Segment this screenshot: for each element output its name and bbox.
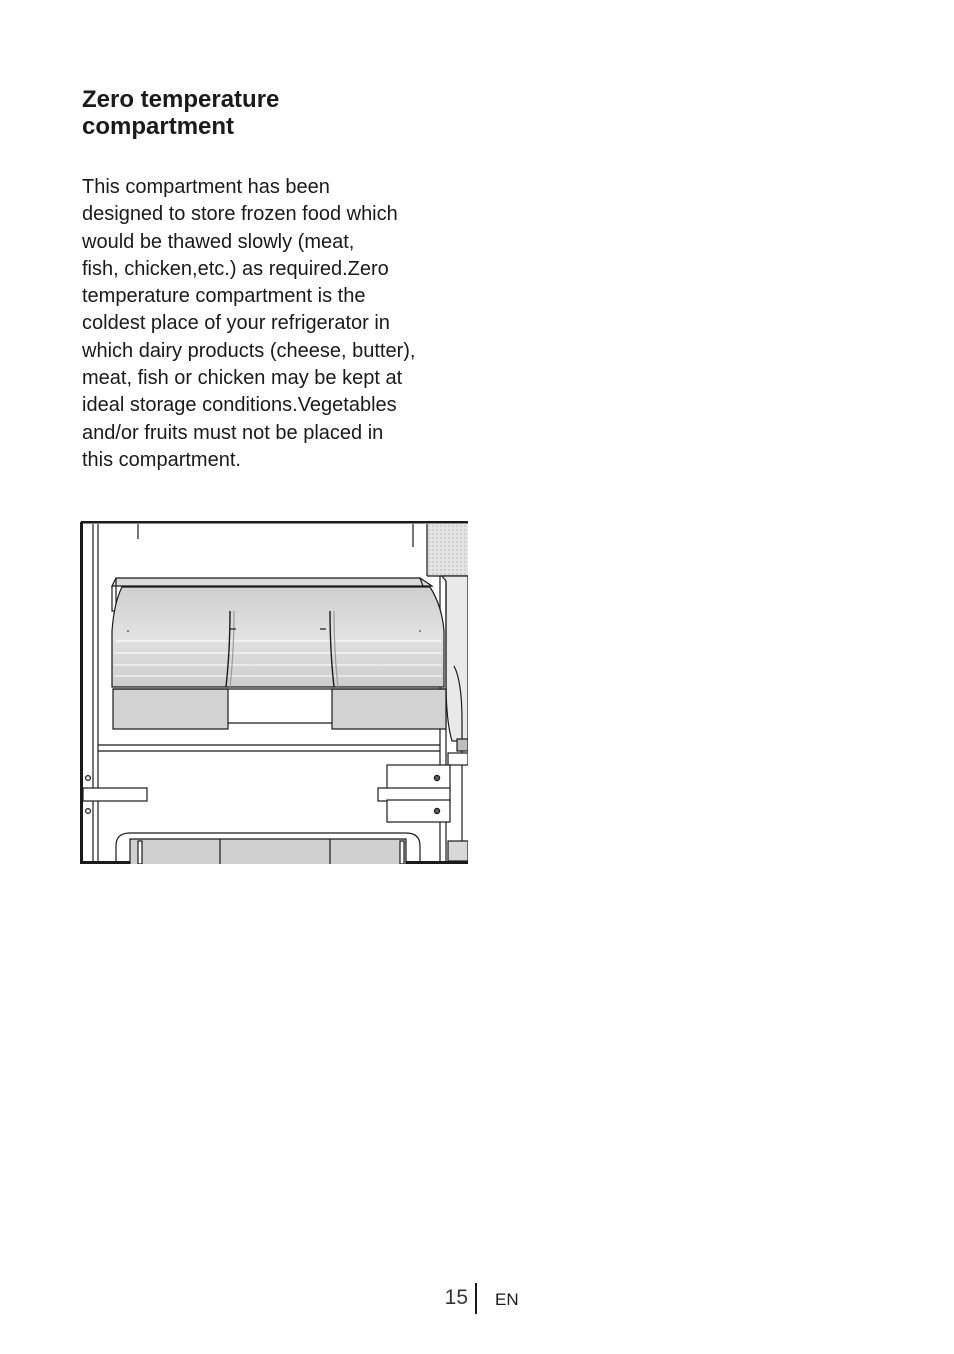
body-line: meat, fish or chicken may be kept at <box>82 367 403 390</box>
body-line: coldest place of your refrigerator in <box>82 312 390 335</box>
body-line: this compartment. <box>82 448 241 471</box>
body-line: designed to store frozen food which <box>82 203 398 226</box>
footer-divider <box>475 1283 477 1314</box>
refrigerator-zero-compartment-illustration-icon <box>80 521 468 864</box>
body-line: and/or fruits must not be placed in <box>82 421 384 444</box>
section-title-line-2: compartment <box>82 113 235 140</box>
content-section <box>82 86 472 474</box>
page-footer <box>0 1283 954 1315</box>
page-number: 15 <box>444 1286 468 1309</box>
body-line: temperature compartment is the <box>82 285 366 308</box>
body-line: This compartment has been <box>82 176 330 198</box>
section-title <box>82 86 472 140</box>
language-code: EN <box>495 1290 519 1309</box>
section-body <box>82 174 472 474</box>
body-line: ideal storage conditions.Vegetables <box>82 394 397 417</box>
body-line: which dairy products (cheese, butter), <box>82 339 416 362</box>
refrigerator-illustration <box>80 521 468 864</box>
section-title-line-1: Zero temperature <box>82 86 280 113</box>
body-line: would be thawed slowly (meat, <box>82 230 355 253</box>
body-line: fish, chicken,etc.) as required.Zero <box>82 257 389 280</box>
